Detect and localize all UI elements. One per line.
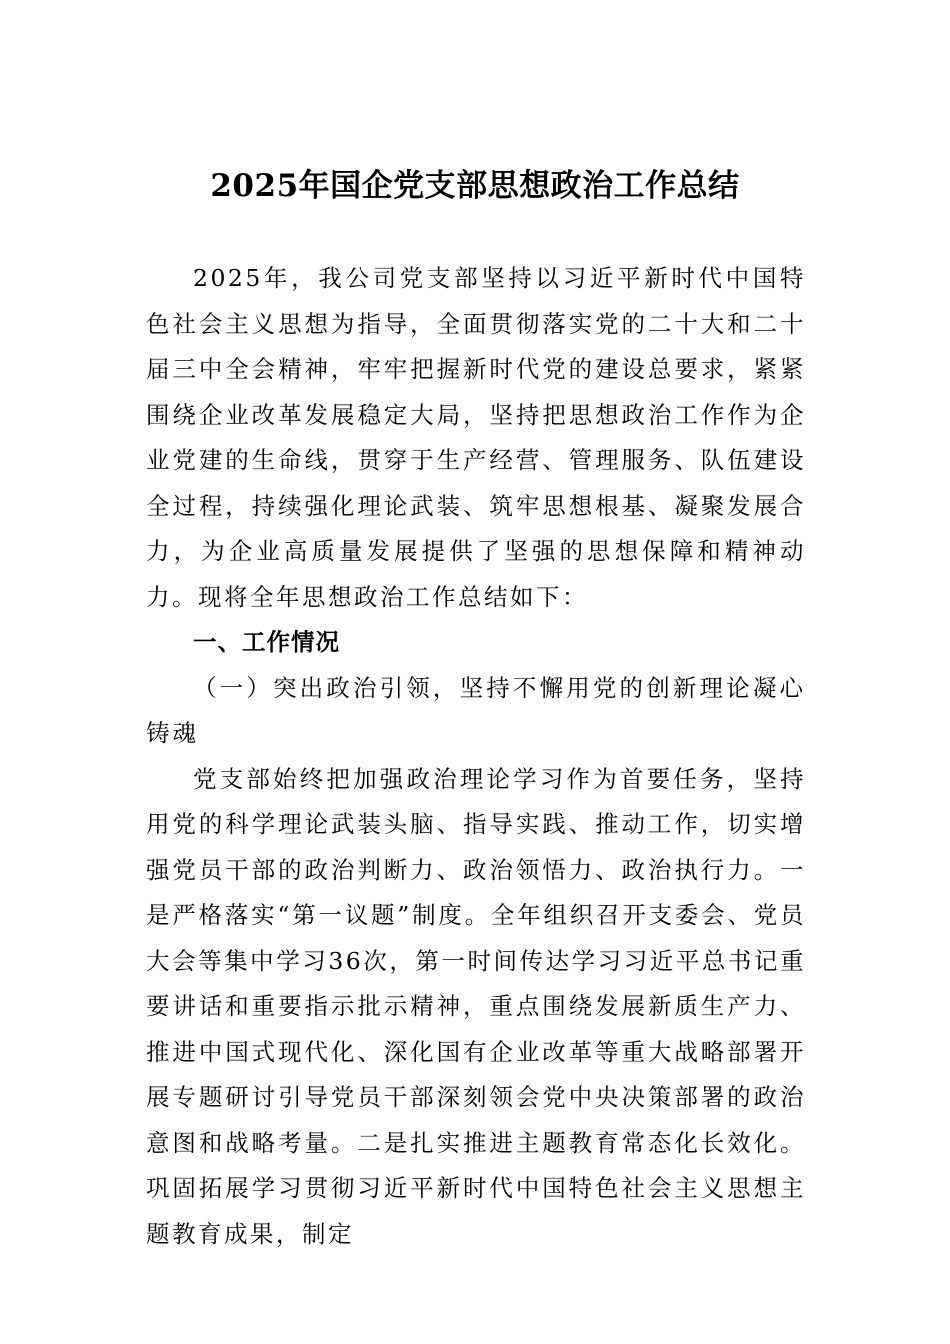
subsection-heading: （一）突出政治引领，坚持不懈用党的创新理论凝心铸魂	[146, 673, 806, 747]
body-paragraph: 党支部始终把加强政治理论学习作为首要任务，坚持用党的科学理论武装头脑、指导实践、推动工作，切实增强党员干部的政治判断力、政治领悟力、政治执行力。一是严格落实“第一议题”制度。全年组织召开支委会、党员大会等集中学习36次，第一时间传达学习习近平总书记重要讲话和重要指示批示精神，重点围绕发展新质生产力、推进中国式现代化、深化国有企业改革等重大战略部署开展专题研讨引导党员干部深刻领会党中央决策部署的政治意图和战略考量。二是扎实推进主题教育常态化长效化。巩固拓展学习贯彻习近平新时代中国特色社会主义思想主题教育成果，制定	[146, 764, 806, 1248]
intro-paragraph: 2025年，我公司党支部坚持以习近平新时代中国特色社会主义思想为指导，全面贯彻落实党的二十大和二十届三中全会精神，牢牢把握新时代党的建设总要求，紧紧围绕企业改革发展稳定大局，坚持把思想政治工作作为企业党建的生命线，贯穿于生产经营、管理服务、队伍建设全过程，持续强化理论武装、筑牢思想根基、凝聚发展合力，为企业高质量发展提供了坚强的思想保障和精神动力。现将全年思想政治工作总结如下：	[146, 264, 806, 611]
section-heading: 一、工作情况	[193, 628, 340, 656]
document-body	[146, 256, 806, 1257]
document-title: 2025年国企党支部思想政治工作总结	[210, 168, 740, 204]
